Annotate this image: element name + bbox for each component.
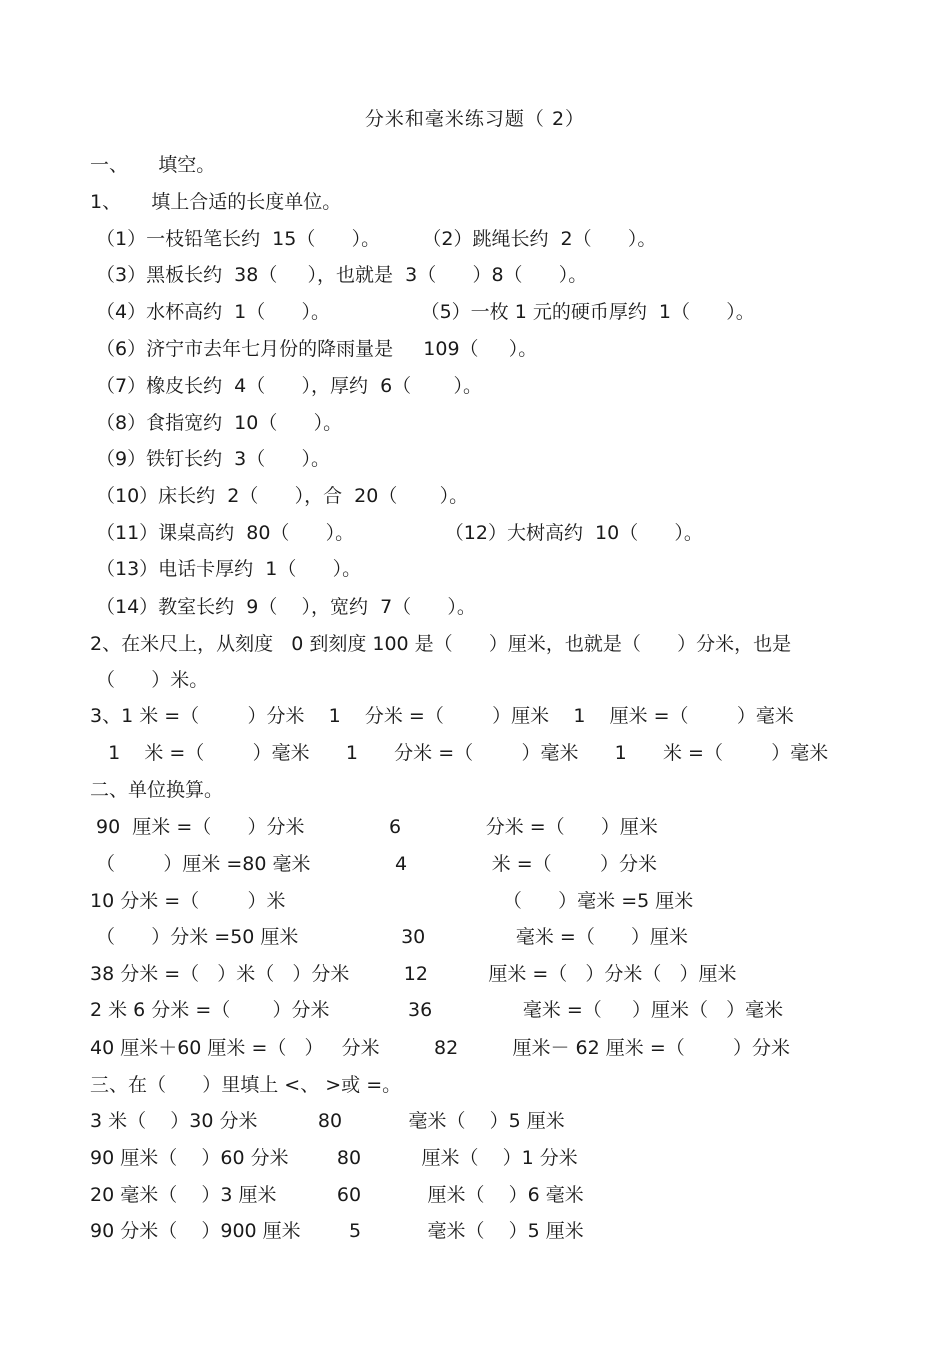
- question-line: 90 厘米（ ）60 分米 80 厘米（ ）1 分米: [90, 1147, 578, 1169]
- question-line: 38 分米 =（ ）米（ ）分米 12 厘米 =（ ）分米（ ）厘米: [90, 963, 737, 985]
- question-line: （14）教室长约 9（ ），宽约 7（ ）。: [96, 596, 476, 618]
- question-line: 2 米 6 分米 =（ ）分米 36 毫米 =（ ）厘米（ ）毫米: [90, 999, 784, 1021]
- question-line: 90 厘米 =（ ）分米 6 分米 =（ ）厘米: [90, 816, 658, 838]
- question-line: （3）黑板长约 38（ ），也就是 3（ ）8（ ）。: [96, 264, 588, 286]
- section-heading: 三、在（ ）里填上 <、 >或 =。: [90, 1074, 402, 1096]
- question-line: 3、1 米 =（ ）分米 1 分米 =（ ）厘米 1 厘米 =（ ）毫米: [90, 705, 794, 727]
- question-line: 90 分米（ ）900 厘米 5 毫米（ ）5 厘米: [90, 1220, 584, 1242]
- question-line: 1 米 =（ ）毫米 1 分米 =（ ）毫米 1 米 =（ ）毫米: [96, 742, 829, 764]
- question-line: （6）济宁市去年七月份的降雨量是 109（ ）。: [96, 338, 538, 360]
- question-line: 2、在米尺上，从刻度 0 到刻度 100 是（ ）厘米，也就是（ ）分米，也是: [90, 633, 792, 655]
- question-line: （ ）分米 =50 厘米 30 毫米 =（ ）厘米: [96, 926, 689, 948]
- question-line: （9）铁钉长约 3（ ）。: [96, 448, 330, 470]
- question-line: 3 米（ ）30 分米 80 毫米（ ）5 厘米: [90, 1110, 565, 1132]
- section-heading: 二、单位换算。: [90, 779, 224, 801]
- question-line: （4）水杯高约 1（ ）。 （5）一枚 1 元的硬币厚约 1（ ）。: [96, 301, 755, 323]
- question-line: 10 分米 =（ ）米 （ ）毫米 =5 厘米: [90, 890, 694, 912]
- section-heading: 一、 填空。: [90, 154, 216, 176]
- question-line: （7）橡皮长约 4（ ），厚约 6（ ）。: [96, 375, 482, 397]
- question-line: （ ）米。: [96, 669, 209, 691]
- sub-heading: 1、 填上合适的长度单位。: [90, 191, 342, 213]
- page-title: 分米和毫米练习题（ 2）: [364, 108, 586, 130]
- question-line: （10）床长约 2（ ），合 20（ ）。: [96, 485, 469, 507]
- question-line: 40 厘米＋60 厘米 =（ ） 分米 82 厘米－ 62 厘米 =（ ）分米: [90, 1037, 791, 1059]
- question-line: （11）课桌高约 80（ ）。 （12）大树高约 10（ ）。: [96, 522, 703, 544]
- question-line: （8）食指宽约 10（ ）。: [96, 412, 343, 434]
- question-line: （1）一枝铅笔长约 15（ ）。 （2）跳绳长约 2（ ）。: [96, 228, 657, 250]
- question-line: 20 毫米（ ）3 厘米 60 厘米（ ）6 毫米: [90, 1184, 584, 1206]
- question-line: （ ）厘米 =80 毫米 4 米 =（ ）分米: [96, 853, 657, 875]
- question-line: （13）电话卡厚约 1（ ）。: [96, 558, 362, 580]
